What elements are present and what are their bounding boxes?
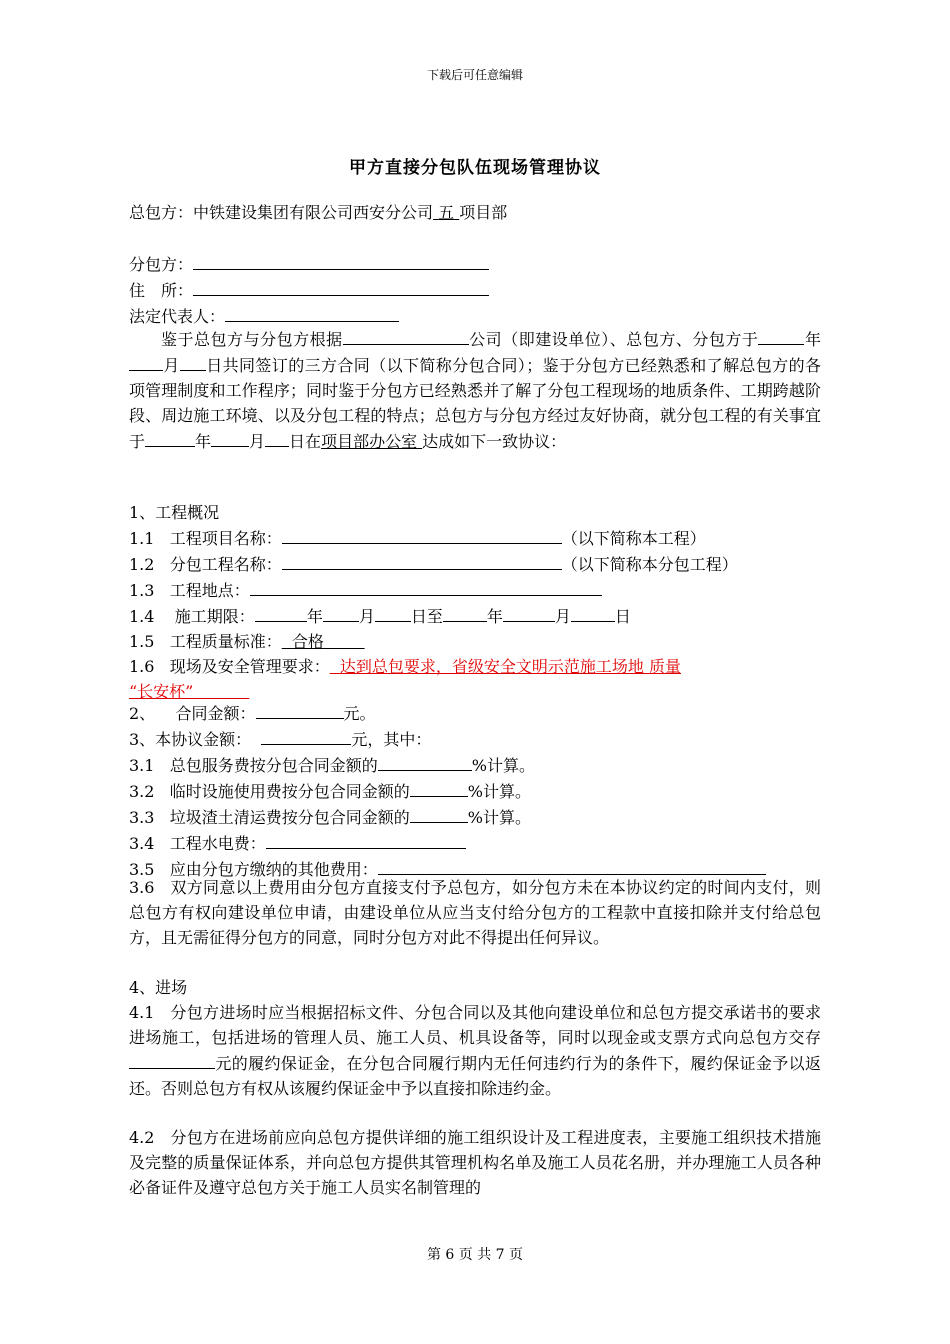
project-number: 五 bbox=[438, 203, 455, 222]
item-3-6: 3.6 双方同意以上费用由分包方直接支付予总包方，如分包方未在本协议约定的时间内支付，则总包方有权向建设单位申请，由建设单位从应当支付给分包方的工程款中直接扣除并支付给总包方，且无需征得分包方的同意，同时分包方对此不得提出任何异议。 bbox=[129, 878, 821, 947]
item-3-2: 3.2 临时设施使用费按分包合同金额的 %计算。 bbox=[129, 778, 829, 804]
item-4-2: 4.2 分包方在进场前应向总包方提供详细的施工组织设计及工程进度表，主要施工组织技术措施及完整的质量保证体系，并向总包方提供其管理机构名单及施工人员花名册，并办理施工人员各种必备证件及遵守总包方关于施工人员实名制管理的 bbox=[129, 1128, 821, 1197]
section-4-heading: 4、进场 bbox=[129, 978, 188, 997]
item-1-3: 1.3 工程地点： bbox=[129, 577, 829, 603]
item-1-1: 1.1 工程项目名称： （以下简称本工程） bbox=[129, 525, 829, 551]
page-footer: 第 6 页 共 7 页 bbox=[426, 1247, 524, 1263]
general-contractor-line: 总包方：中铁建设集团有限公司西安分公司 五 项目部 bbox=[129, 203, 508, 222]
parties-block bbox=[129, 200, 829, 225]
section-1-heading: 1、工程概况 bbox=[129, 503, 220, 522]
subcontractor-line: 分包方： bbox=[129, 251, 829, 277]
item-3-1: 3.1 总包服务费按分包合同金额的 %计算。 bbox=[129, 752, 829, 778]
item-1-4: 1.4 施工期限： 年 月 日至 年 月 日 bbox=[129, 603, 829, 629]
section-4-heading-wrap bbox=[129, 975, 829, 1000]
legal-rep-blank bbox=[225, 303, 399, 322]
item-1-6: 1.6 现场及安全管理要求： 达到总包要求，省级安全文明示范施工场地 质量 bbox=[129, 657, 681, 676]
preamble-paragraph: 鉴于总包方与分包方根据 公司（即建设单位）、总包方、分包方于 年月 日共同签订的三方合同（以下简称分包合同）；鉴于分包方已经熟悉和了解总包方的各项管理制度和工作程序；同时鉴于分包方已经熟悉并了解了分包工程现场的地质条件、工期跨越阶段、周边施工环境、以及分包工程的特点；总包方与分包方经过友好协商，就分包工程的有关事宜于 年 月 日在项目部办公室 达成如下一致协议： bbox=[129, 326, 821, 454]
section-3-heading: 3、本协议金额： 元，其中： bbox=[129, 726, 829, 752]
item-3-4: 3.4 工程水电费： bbox=[129, 830, 829, 856]
section-1 bbox=[129, 500, 829, 704]
section-2: 2、 合同金额： 元。 bbox=[129, 700, 829, 726]
item-1-2: 1.2 分包工程名称： （以下简称本分包工程） bbox=[129, 551, 829, 577]
address-line: 住 所： bbox=[129, 277, 829, 303]
meeting-place: 项目部办公室 bbox=[321, 432, 418, 451]
page-header: 下载后可任意编辑 bbox=[426, 68, 523, 82]
subcontractor-blank bbox=[193, 251, 489, 270]
document-title: 甲方直接分包队伍现场管理协议 bbox=[349, 158, 601, 178]
item-3-3: 3.3 垃圾渣土清运费按分包合同金额的 %计算。 bbox=[129, 804, 829, 830]
item-1-6-cont: “长安杯” bbox=[129, 682, 194, 701]
subcontractor-block bbox=[129, 251, 829, 329]
item-1-5: 1.5 工程质量标准： 合格 bbox=[129, 632, 324, 651]
item-4-1: 4.1 分包方进场时应当根据招标文件、分包合同以及其他向建设单位和总包方提交承诺书的要求进场施工，包括进场的管理人员、施工人员、机具设备等，同时以现金或支票方式向总包方交存元的履约保证金，在分包合同履行期内无任何违约行为的条件下，履约保证金予以返还。否则总包方有权从该履约保证金中予以直接扣除违约金。 bbox=[129, 1003, 821, 1098]
legal-rep-line: 法定代表人： bbox=[129, 303, 829, 329]
section-2-3 bbox=[129, 700, 829, 882]
item-3-5: 3.5 应由分包方缴纳的其他费用： bbox=[129, 856, 829, 882]
address-blank bbox=[193, 277, 489, 296]
